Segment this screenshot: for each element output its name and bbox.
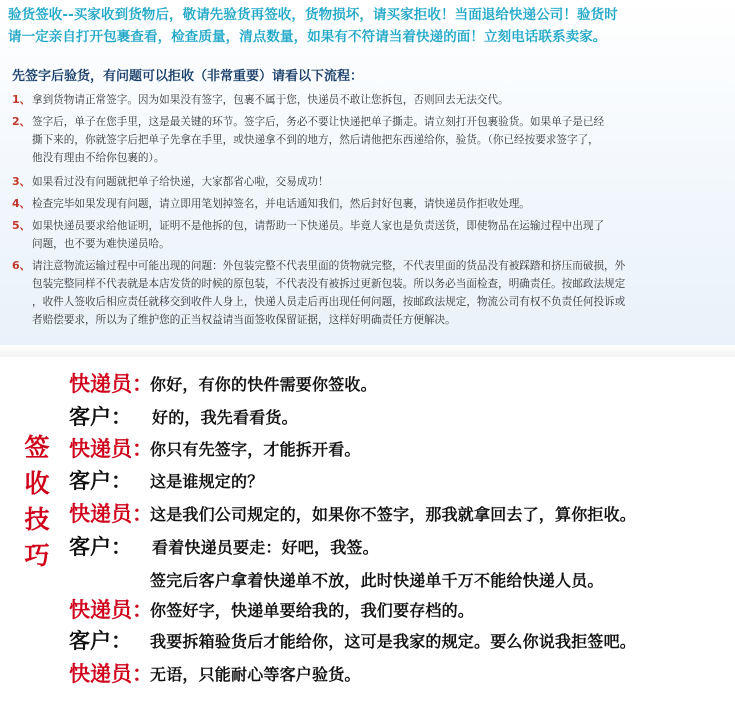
rule-line: 他没有理由不给你包裹的）。 xyxy=(32,152,165,164)
dialogue-text: 看着快递员要走：好吧，我签。 xyxy=(152,538,379,557)
rule-number: 2、 xyxy=(12,115,31,128)
courier-label: 快递员： xyxy=(69,662,153,686)
section-title: 先签字后验货，有问题可以拒收（非常重要）请看以下流程： xyxy=(12,69,364,84)
dialogue-text: 你签好字，快递单要给我的，我们要存档的。 xyxy=(150,601,475,620)
rule-item xyxy=(12,217,727,253)
customer-label: 客户： xyxy=(69,629,132,653)
dialogue-text: 你只有先签字，才能拆开看。 xyxy=(150,440,361,459)
rule-line: 请注意物流运输过程中可能出现的问题：外包装完整不代表里面的货物就完整，不代表里面的货品没有被踩踏和挤压而破损，外 xyxy=(32,260,626,272)
rule-item xyxy=(12,173,727,191)
section-divider xyxy=(0,345,735,357)
rule-line: 撕下来的，你就签字后把单子先拿在手里，或快递拿不到的地方，然后请他把东西递给你，验货。（你已经按要求签字了， xyxy=(32,134,599,146)
warning-line: 请一定亲自打开包裹查看，检查质量，清点数量，如果有不符请当着快递的面！立刻电话联系卖家。 xyxy=(8,29,607,45)
rule-line: 拿到货物请正常签字。因为如果没有签字，包裹不属于您，快递员不敢让您拆包，否则回去无法交代。 xyxy=(32,94,509,106)
narration-text: 签完后客户拿着快递单不放，此时快递单千万不能给快递人员。 xyxy=(150,571,604,590)
dialogue-text: 我要拆箱验货后才能给你，这可是我家的规定。要么你说我拒签吧。 xyxy=(150,632,637,651)
rules-list xyxy=(12,91,727,329)
courier-label: 快递员： xyxy=(69,437,153,461)
dialogue-text: 好的，我先看看货。 xyxy=(152,408,298,427)
rule-line: 者赔偿要求，所以为了维护您的正当权益请当面签收保留证据，这样好明确责任方便解决。 xyxy=(32,314,456,326)
rule-item xyxy=(12,113,727,167)
dialogue-text: 这是我们公司规定的，如果你不签字，那我就拿回去了，算你拒收。 xyxy=(150,505,637,524)
customer-label: 客户： xyxy=(69,469,132,493)
tips-char: 收 xyxy=(24,469,50,498)
dialogue-text: 无语，只能耐心等客户验货。 xyxy=(150,665,361,684)
rule-number: 3、 xyxy=(12,175,31,188)
rule-item xyxy=(12,257,727,329)
rule-item xyxy=(12,91,727,109)
rule-number: 1、 xyxy=(12,93,31,106)
rule-line: 检查完毕如果发现有问题，请立即用笔划掉签名，并电话通知我们，然后封好包裹，请快递员作拒收处理。 xyxy=(32,198,530,210)
notice-panel xyxy=(0,0,735,345)
courier-label: 快递员： xyxy=(69,598,153,622)
rule-line: 问题，也不要为难快递员哈。 xyxy=(32,238,170,250)
rule-number: 5、 xyxy=(12,219,31,232)
tips-char: 技 xyxy=(24,505,50,534)
rule-line: 如果快递员要求给他证明，证明不是他拆的包，请帮助一下快递员。毕竟人家也是负责送货，即使物品在运输过程中出现了 xyxy=(32,220,605,232)
rule-number: 6、 xyxy=(12,259,31,272)
signing-tips-vertical-title xyxy=(20,430,54,574)
rule-number: 4、 xyxy=(12,197,31,210)
inspection-warning xyxy=(8,4,728,48)
courier-label: 快递员： xyxy=(69,502,153,526)
courier-label: 快递员： xyxy=(69,372,153,396)
customer-label: 客户： xyxy=(69,535,132,559)
rule-line: ，收件人签收后相应责任就移交到收件人身上，快递人员走后再出现任何问题，按邮政法规定，物流公司有权不负责任何投诉或 xyxy=(32,296,626,308)
customer-label: 客户： xyxy=(69,405,132,429)
dialogue-text: 这是谁规定的？ xyxy=(150,472,264,491)
tips-char: 签 xyxy=(24,433,50,462)
rule-line: 包装完整同样不代表就是本店发货的时候的原包装，不代表没有被拆过更新包装。所以务必当面检查，明确责任。按邮政法规定 xyxy=(32,278,626,290)
rule-line: 如果看过没有问题就把单子给快递，大家都省心啦，交易成功！ xyxy=(32,176,329,188)
warning-line: 验货签收--买家收到货物后，敬请先验货再签收，货物损坏，请买家拒收！当面退给快递公司！验货时 xyxy=(8,7,618,23)
dialogue-text: 你好，有你的快件需要你签收。 xyxy=(150,375,377,394)
rule-item xyxy=(12,195,727,213)
tips-char: 巧 xyxy=(24,541,50,570)
rule-line: 签字后，单子在您手里，这是最关键的环节。签字后，务必不要让快递把单子撕走。请立刻打开包裹验货。如果单子是已经 xyxy=(32,116,605,128)
